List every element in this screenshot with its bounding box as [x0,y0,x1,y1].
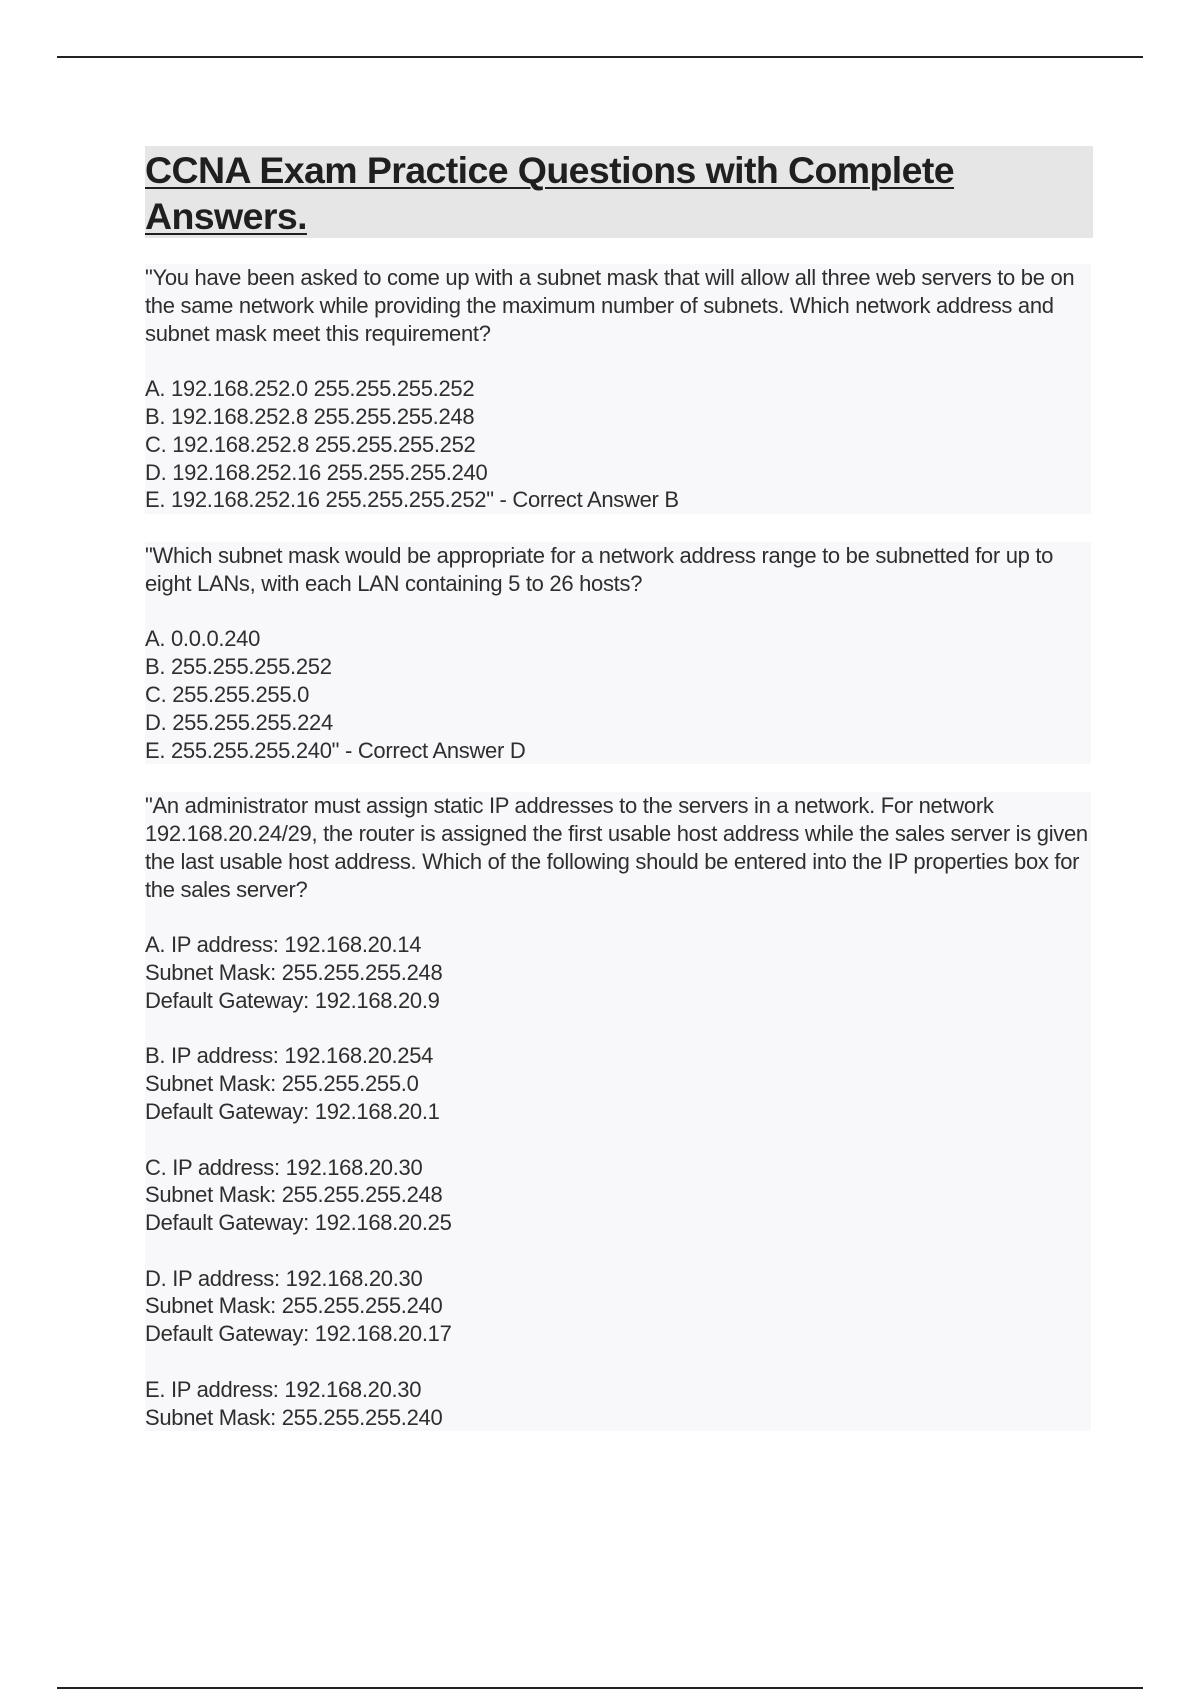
document-title: CCNA Exam Practice Questions with Complete Answers. [145,149,955,237]
footer-rule [57,1687,1143,1689]
option-d-ip: D. IP address: 192.168.20.30 [145,1265,423,1291]
option-a-ip: A. IP address: 192.168.20.14 [145,932,422,958]
question-2-option-d: D. 255.255.255.224 [145,709,333,735]
option-b-mask: Subnet Mask: 255.255.255.0 [145,1071,419,1097]
question-1-option-e: E. 192.168.252.16 255.255.255.252" - Correct Answer B [145,487,679,513]
question-1-option-d: D. 192.168.252.16 255.255.255.240 [145,459,488,485]
question-2 [145,542,1091,764]
question-3 [145,792,1094,1431]
option-e-mask: Subnet Mask: 255.255.255.240 [145,1404,443,1430]
option-d-mask: Subnet Mask: 255.255.255.240 [145,1293,443,1319]
question-3-prompt: "An administrator must assign static IP addresses to the servers in a network. For network 192.168.20.24/29, the router is assigned the first usable host address while the sales server is given the last usable host address. Which of the following should be entered into the IP properties box for the sales server? [145,793,1094,902]
questions-section [145,264,1094,1431]
option-b-gateway: Default Gateway: 192.168.20.1 [145,1098,440,1124]
header-rule [57,56,1143,58]
option-b-ip: B. IP address: 192.168.20.254 [145,1043,434,1069]
option-c-gateway: Default Gateway: 192.168.20.25 [145,1210,452,1236]
question-1 [145,264,1091,514]
question-2-prompt: "Which subnet mask would be appropriate for a network address range to be subnetted for up to eight LANs, with each LAN containing 5 to 26 hosts? [145,542,1059,596]
question-1-prompt: "You have been asked to come up with a subnet mask that will allow all three web servers to be on the same network while providing the maximum number of subnets. Which network address and subnet mask meet this requirement? [145,265,1081,346]
question-2-option-b: B. 255.255.255.252 [145,654,332,680]
option-d-gateway: Default Gateway: 192.168.20.17 [145,1321,452,1347]
question-1-option-c: C. 192.168.252.8 255.255.255.252 [145,431,476,457]
option-e-ip: E. IP address: 192.168.20.30 [145,1376,422,1402]
question-2-option-c: C. 255.255.255.0 [145,681,310,707]
option-c-ip: C. IP address: 192.168.20.30 [145,1154,423,1180]
option-a-mask: Subnet Mask: 255.255.255.248 [145,959,443,985]
question-2-option-a: A. 0.0.0.240 [145,626,261,652]
question-2-option-e: E. 255.255.255.240" - Correct Answer D [145,737,526,763]
question-3-option-a [145,931,1091,1014]
title-banner [145,146,1093,238]
question-3-option-c [145,1154,1091,1237]
document-body [145,146,1094,1431]
option-a-gateway: Default Gateway: 192.168.20.9 [145,987,440,1013]
question-3-option-e [145,1376,1091,1432]
question-1-option-b: B. 192.168.252.8 255.255.255.248 [145,403,475,429]
question-3-option-d [145,1265,1091,1348]
question-3-option-b [145,1042,1091,1125]
option-c-mask: Subnet Mask: 255.255.255.248 [145,1182,443,1208]
question-1-option-a: A. 192.168.252.0 255.255.255.252 [145,376,475,402]
